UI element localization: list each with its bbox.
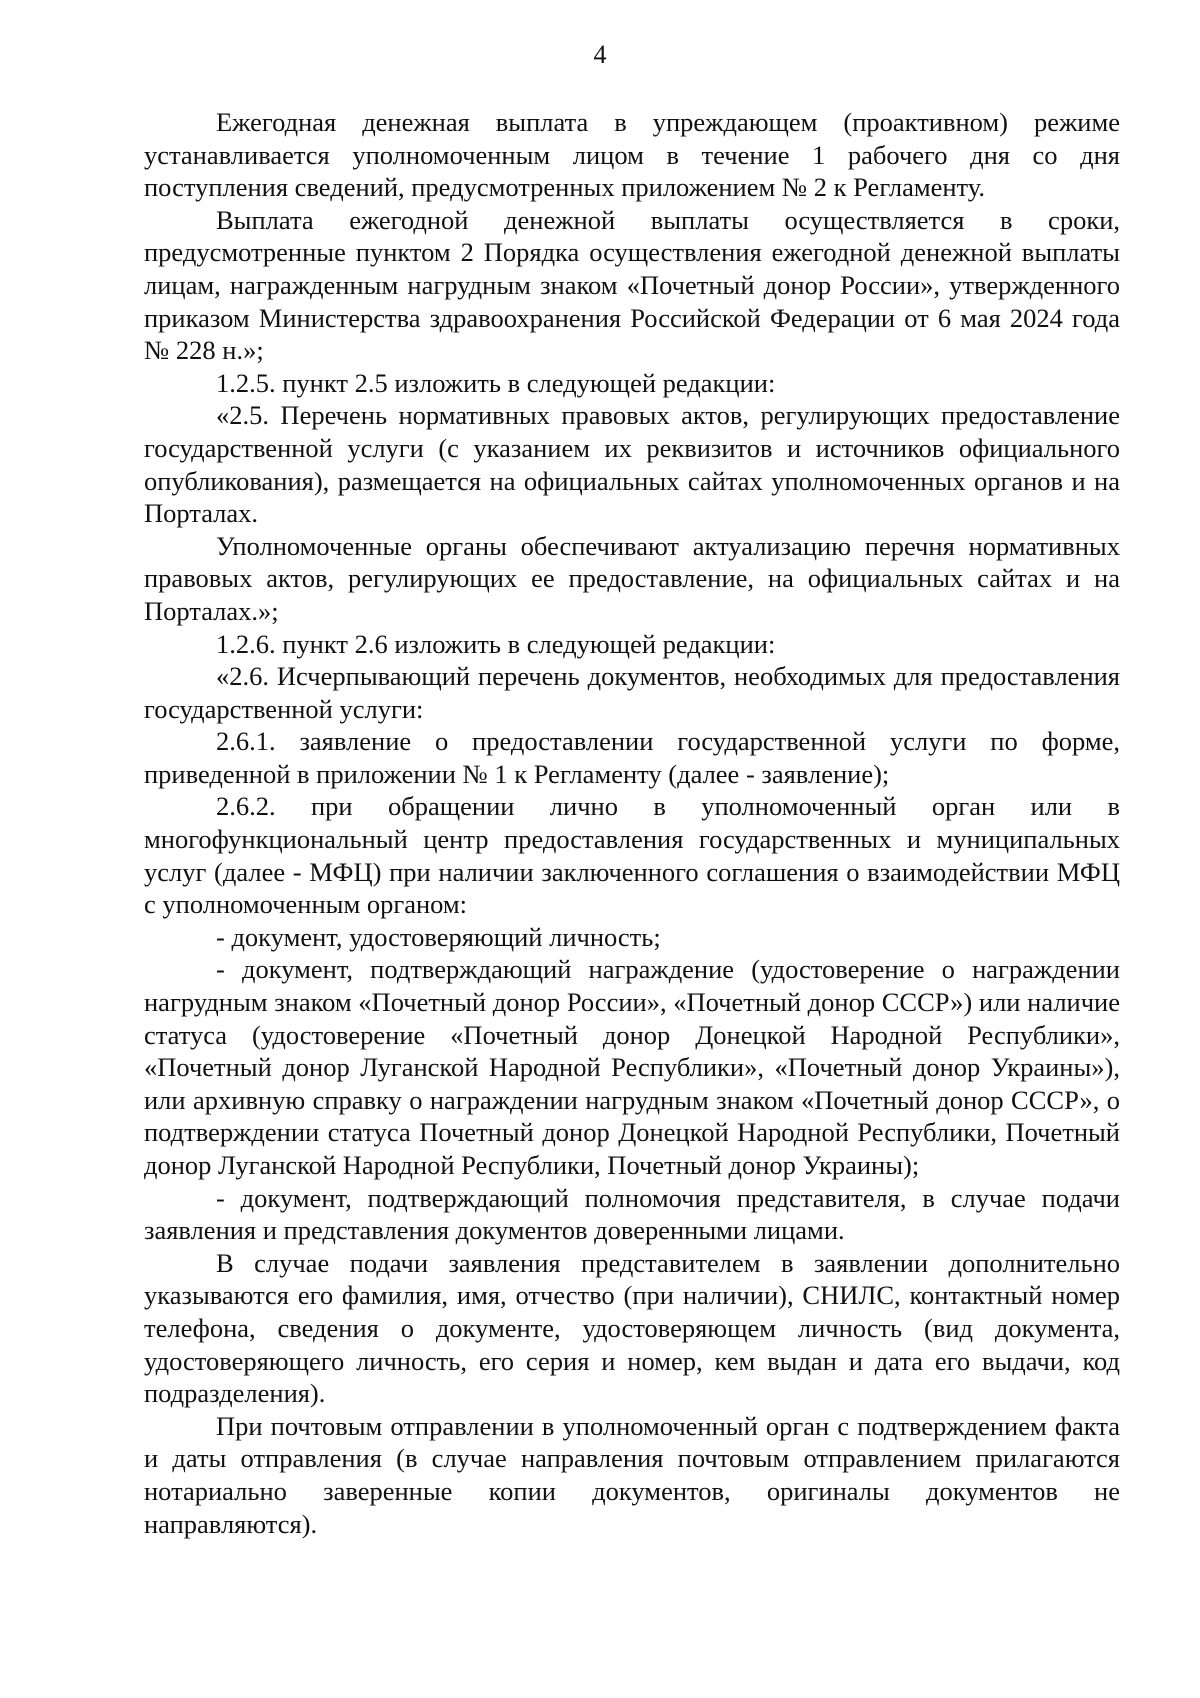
paragraph-clause-2-6-2: 2.6.2. при обращении лично в уполномоченный орган или в многофункциональный центр предоставления государственных и муниципальных услуг (далее - МФЦ) при наличии заключенного соглашения о взаимодействии МФЦ с уполномоченным органом: [144, 791, 1120, 920]
list-item-identity-document: - документ, удостоверяющий личность; [216, 921, 661, 952]
paragraph-representative-details: В случае подачи заявления представителем в заявлении дополнительно указываются его фамилия, имя, отчество (при наличии), СНИЛС, контактный номер телефона, сведения о документе, удостоверяющем личность (вид документа, удостоверяющего личность, его серия и номер, кем выдан и дата его выдачи, код подразделения). [144, 1247, 1120, 1409]
paragraph-postal-submission: При почтовым отправлении в уполномоченный орган с подтверждением факта и даты отправления (в случае направления почтовым отправлением прилагаются нотариально заверенные копии документов, оригиналы документов не направляются). [144, 1410, 1120, 1539]
document-body [144, 106, 1120, 1540]
list-item-award-document: - документ, подтверждающий награждение (удостоверение о награждении нагрудным знаком «Почетный донор России», «Почетный донор СССР») или наличие статуса (удостоверение «Почетный донор Донецкой Народной Республики», «Почетный донор Луганской Народной Республики», «Почетный донор Украины»), или архивную справку о награждении нагрудным знаком «Почетный донор СССР», о подтверждении статуса Почетный донор Донецкой Народной Республики, Почетный донор Луганской Народной Республики, Почетный донор Украины); [144, 954, 1120, 1180]
paragraph-item-1-2-6: 1.2.6. пункт 2.6 изложить в следующей редакции: [216, 628, 776, 659]
paragraph-payment-terms: Выплата ежегодной денежной выплаты осуществляется в сроки, предусмотренные пунктом 2 Порядка осуществления ежегодной денежной выплаты лицам, награжденным нагрудным знаком «Почетный донор России», утвержденного приказом Министерства здравоохранения Российской Федерации от 6 мая 2024 года № 228 н.»; [144, 204, 1120, 366]
list-item-representative-document: - документ, подтверждающий полномочия представителя, в случае подачи заявления и представления документов доверенными лицами. [144, 1182, 1120, 1246]
paragraph-clause-2-6-1: 2.6.1. заявление о предоставлении государственной услуги по форме, приведенной в приложении № 1 к Регламенту (далее - заявление); [144, 726, 1120, 789]
paragraph-annual-payment-proactive: Ежегодная денежная выплата в упреждающем (проактивном) режиме устанавливается уполномоченным лицом в течение 1 рабочего дня со дня поступления сведений, предусмотренных приложением № 2 к Регламенту. [144, 107, 1120, 203]
paragraph-clause-2-5: «2.5. Перечень нормативных правовых актов, регулирующих предоставление государственной услуги (с указанием их реквизитов и источников официального опубликования), размещается на официальных сайтах уполномоченных органов и на Порталах. [144, 400, 1120, 529]
paragraph-item-1-2-5: 1.2.5. пункт 2.5 изложить в следующей редакции: [216, 367, 776, 398]
paragraph-list-update: Уполномоченные органы обеспечивают актуализацию перечня нормативных правовых актов, регулирующих ее предоставление, на официальных сайтах и на Порталах.»; [144, 530, 1120, 626]
paragraph-clause-2-6: «2.6. Исчерпывающий перечень документов, необходимых для предоставления государственной услуги: [144, 661, 1120, 724]
page-number: 4 [593, 40, 607, 69]
